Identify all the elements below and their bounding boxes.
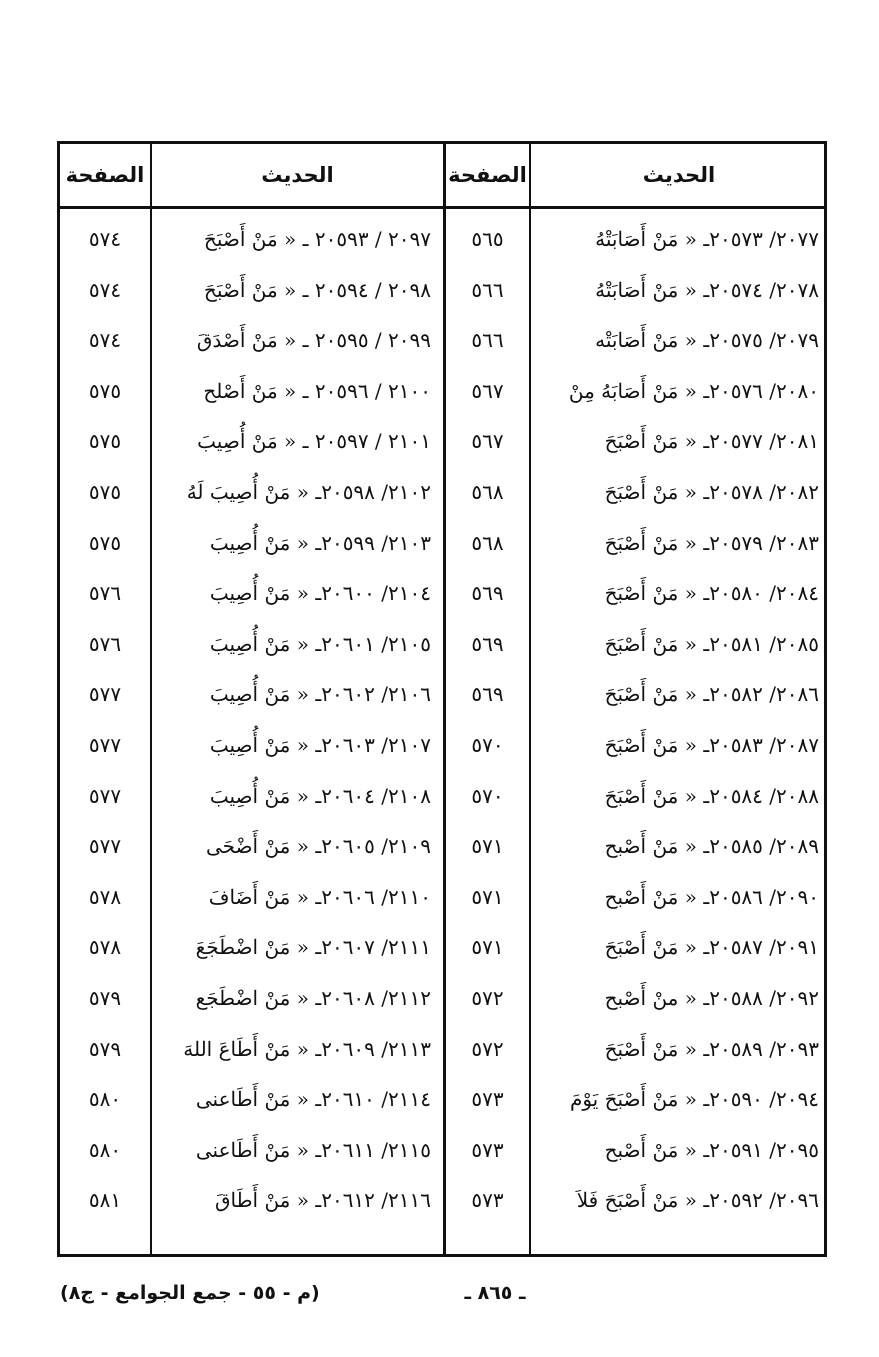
hadith-entry: ٢١١٢/ ٢٠٦٠٨ـ « مَنْ اضْطَجَع [195, 986, 431, 1010]
hadith-entry: ٢٠٨٦/ ٢٠٥٨٢ـ « مَنْ أَصْبَحَ [604, 682, 819, 706]
hadith-entry: ٢٠٩٥/ ٢٠٥٩١ـ « مَنْ أَصْبح [604, 1138, 819, 1162]
page-ref: ٥٧٨ [88, 935, 122, 959]
hadith-entry: ٢٠٩٦/ ٢٠٥٩٢ـ « مَنْ أَصْبَحَ فَلاَ [576, 1188, 819, 1212]
page-ref: ٥٧٢ [471, 1037, 504, 1061]
page-ref: ٥٧٤ [88, 328, 122, 352]
column-divider [150, 141, 152, 1257]
hadith-entry: ٢٠٩٠/ ٢٠٥٨٦ـ « مَنْ أَصْبح [604, 885, 819, 909]
page-ref: ٥٦٩ [471, 682, 504, 706]
page-ref: ٥٦٧ [471, 379, 504, 403]
page-ref: ٥٨٠ [88, 1087, 122, 1111]
page-ref: ٥٧٦ [88, 581, 122, 605]
page-ref: ٥٧٥ [88, 379, 122, 403]
hadith-entry: ٢٠٨٣/ ٢٠٥٧٩ـ « مَنْ أَصْبَحَ [604, 531, 819, 555]
page-number: ـ ٨٦٥ ـ [464, 1282, 526, 1304]
hadith-entry: ٢١١١/ ٢٠٦٠٧ـ « مَنْ اضْطَجَعَ [195, 935, 431, 959]
page-ref: ٥٧٣ [471, 1188, 504, 1212]
page-ref: ٥٧٤ [88, 227, 122, 251]
hadith-entry: ٢٠٧٩/ ٢٠٥٧٥ـ « مَنْ أَصَابَتْه [595, 328, 819, 352]
page-ref: ٥٦٥ [471, 227, 504, 251]
page-footer [60, 1282, 820, 1312]
hadith-entry: ٢٠٨٩/ ٢٠٥٨٥ـ « مَنْ أَصْبح [604, 834, 819, 858]
page-ref: ٥٦٩ [471, 581, 504, 605]
page-ref: ٥٧٥ [88, 531, 122, 555]
page-ref: ٥٦٨ [471, 531, 504, 555]
page-ref: ٥٨٠ [88, 1138, 122, 1162]
hadith-entry: ٢٠٨٥/ ٢٠٥٨١ـ « مَنْ أَصْبَحَ [604, 632, 819, 656]
hadith-entry: ٢٠٩٩ / ٢٠٥٩٥ ـ « مَنْ أَصْدَقَ [196, 328, 431, 352]
hadith-entry: ٢١٠٣/ ٢٠٥٩٩ـ « مَنْ أُصِيبَ [209, 531, 431, 555]
hadith-entry: ٢٠٧٧/ ٢٠٥٧٣ـ « مَنْ أَصَابَتْهُ [595, 227, 819, 251]
hadith-entry: ٢٠٨٨/ ٢٠٥٨٤ـ « مَنْ أَصْبَحَ [604, 784, 819, 808]
page-ref: ٥٧١ [471, 834, 504, 858]
hadith-entry: ٢١١٣/ ٢٠٦٠٩ـ « مَنْ أَطَاعَ اللهَ [183, 1037, 431, 1061]
page-ref: ٥٧٥ [88, 429, 122, 453]
header-right-hadith: الحديث [642, 163, 716, 187]
hadith-entry: ٢١١٥/ ٢٠٦١١ـ « مَنْ أَطَاعنى [195, 1138, 431, 1162]
page-ref: ٥٧٤ [88, 278, 122, 302]
hadith-entry: ٢٠٨٢/ ٢٠٥٧٨ـ « مَنْ أَصْبَحَ [604, 480, 819, 504]
hadith-entry: ٢١٠٩/ ٢٠٦٠٥ـ « مَنْ أَضْحَى [205, 834, 431, 858]
header-right-page: الصفحة [448, 163, 527, 187]
page-ref: ٥٧٦ [88, 632, 122, 656]
page-ref: ٥٧٨ [88, 885, 122, 909]
column-divider [529, 141, 531, 1257]
page-ref: ٥٧٩ [88, 986, 122, 1010]
header-left-hadith: الحديث [261, 163, 334, 187]
page-ref: ٥٦٨ [471, 480, 504, 504]
hadith-entry: ٢٠٨٧/ ٢٠٥٨٣ـ « مَنْ أَصْبَحَ [604, 733, 819, 757]
hadith-entry: ٢١٠٠ / ٢٠٥٩٦ ـ « مَنْ أَصْلح [203, 379, 431, 403]
page-ref: ٥٦٩ [471, 632, 504, 656]
page-ref: ٥٧٧ [88, 682, 122, 706]
page-ref: ٥٧٩ [88, 1037, 122, 1061]
page-ref: ٥٦٦ [471, 328, 504, 352]
hadith-entry: ٢٠٨٠/ ٢٠٥٧٦ـ « مَنْ أَصَابَهُ مِنْ [568, 379, 819, 403]
hadith-entry: ٢٠٩٨ / ٢٠٥٩٤ ـ « مَنْ أَصْبَحَ [203, 278, 431, 302]
hadith-entry: ٢١٠١ / ٢٠٥٩٧ ـ « مَنْ أُصِيبَ [197, 429, 431, 453]
hadith-entry: ٢١١٦/ ٢٠٦١٢ـ « مَنْ أَطَاقَ [215, 1188, 431, 1212]
page-ref: ٥٨١ [88, 1188, 122, 1212]
page-ref: ٥٧٣ [471, 1087, 504, 1111]
page-ref: ٥٧٧ [88, 733, 122, 757]
page-ref: ٥٧١ [471, 935, 504, 959]
hadith-entry: ٢٠٩٣/ ٢٠٥٨٩ـ « مَنْ أَصْبَحَ [604, 1037, 819, 1061]
hadith-entry: ٢٠٩١/ ٢٠٥٨٧ـ « مَنْ أَصْبَحَ [604, 935, 819, 959]
hadith-entry: ٢١١٤/ ٢٠٦١٠ـ « مَنْ أَطَاعنى [195, 1087, 431, 1111]
hadith-entry: ٢٠٨١/ ٢٠٥٧٧ـ « مَنْ أَصْبَحَ [604, 429, 819, 453]
hadith-entry: ٢٠٩٧ / ٢٠٥٩٣ ـ « مَنْ أَصْبَحَ [203, 227, 431, 251]
hadith-entry: ٢١٠٢/ ٢٠٥٩٨ـ « مَنْ أُصِيبَ لَهُ [186, 480, 431, 504]
hadith-entry: ٢١٠٦/ ٢٠٦٠٢ـ « مَنْ أُصِيبَ [209, 682, 431, 706]
page-ref: ٥٧٧ [88, 834, 122, 858]
header-left-page: الصفحة [65, 163, 145, 187]
page-ref: ٥٧٠ [471, 784, 504, 808]
hadith-entry: ٢١٠٤/ ٢٠٦٠٠ـ « مَنْ أُصِيبَ [209, 581, 431, 605]
page-ref: ٥٧٥ [88, 480, 122, 504]
page-ref: ٥٧١ [471, 885, 504, 909]
hadith-entry: ٢٠٩٢/ ٢٠٥٨٨ـ « منْ أَصْبح [604, 986, 819, 1010]
hadith-entry: ٢١٠٥/ ٢٠٦٠١ـ « مَنْ أُصِيبَ [209, 632, 431, 656]
hadith-entry: ٢٠٩٤/ ٢٠٥٩٠ـ « مَنْ أَصْبَحَ يَوْمَ [569, 1087, 819, 1111]
page-ref: ٥٧٠ [471, 733, 504, 757]
hadith-entry: ٢١٠٧/ ٢٠٦٠٣ـ « مَنْ أُصِيبَ [209, 733, 431, 757]
hadith-entry: ٢٠٨٤/ ٢٠٥٨٠ـ « مَنْ أَصْبَحَ [604, 581, 819, 605]
page-ref: ٥٦٧ [471, 429, 504, 453]
hadith-entry: ٢٠٧٨/ ٢٠٥٧٤ـ « مَنْ أَصَابَتْهُ [595, 278, 819, 302]
hadith-entry: ٢١٠٨/ ٢٠٦٠٤ـ « مَنْ أُصِيبَ [209, 784, 431, 808]
hadith-entry: ٢١١٠/ ٢٠٦٠٦ـ « مَنْ أَضَافَ [208, 885, 431, 909]
page-ref: ٥٦٦ [471, 278, 504, 302]
page-ref: ٥٧٧ [88, 784, 122, 808]
page-ref: ٥٧٣ [471, 1138, 504, 1162]
volume-signature: (م - ٥٥ - جمع الجوامع - ج٨) [60, 1282, 320, 1304]
page-ref: ٥٧٢ [471, 986, 504, 1010]
header-divider [57, 206, 827, 209]
